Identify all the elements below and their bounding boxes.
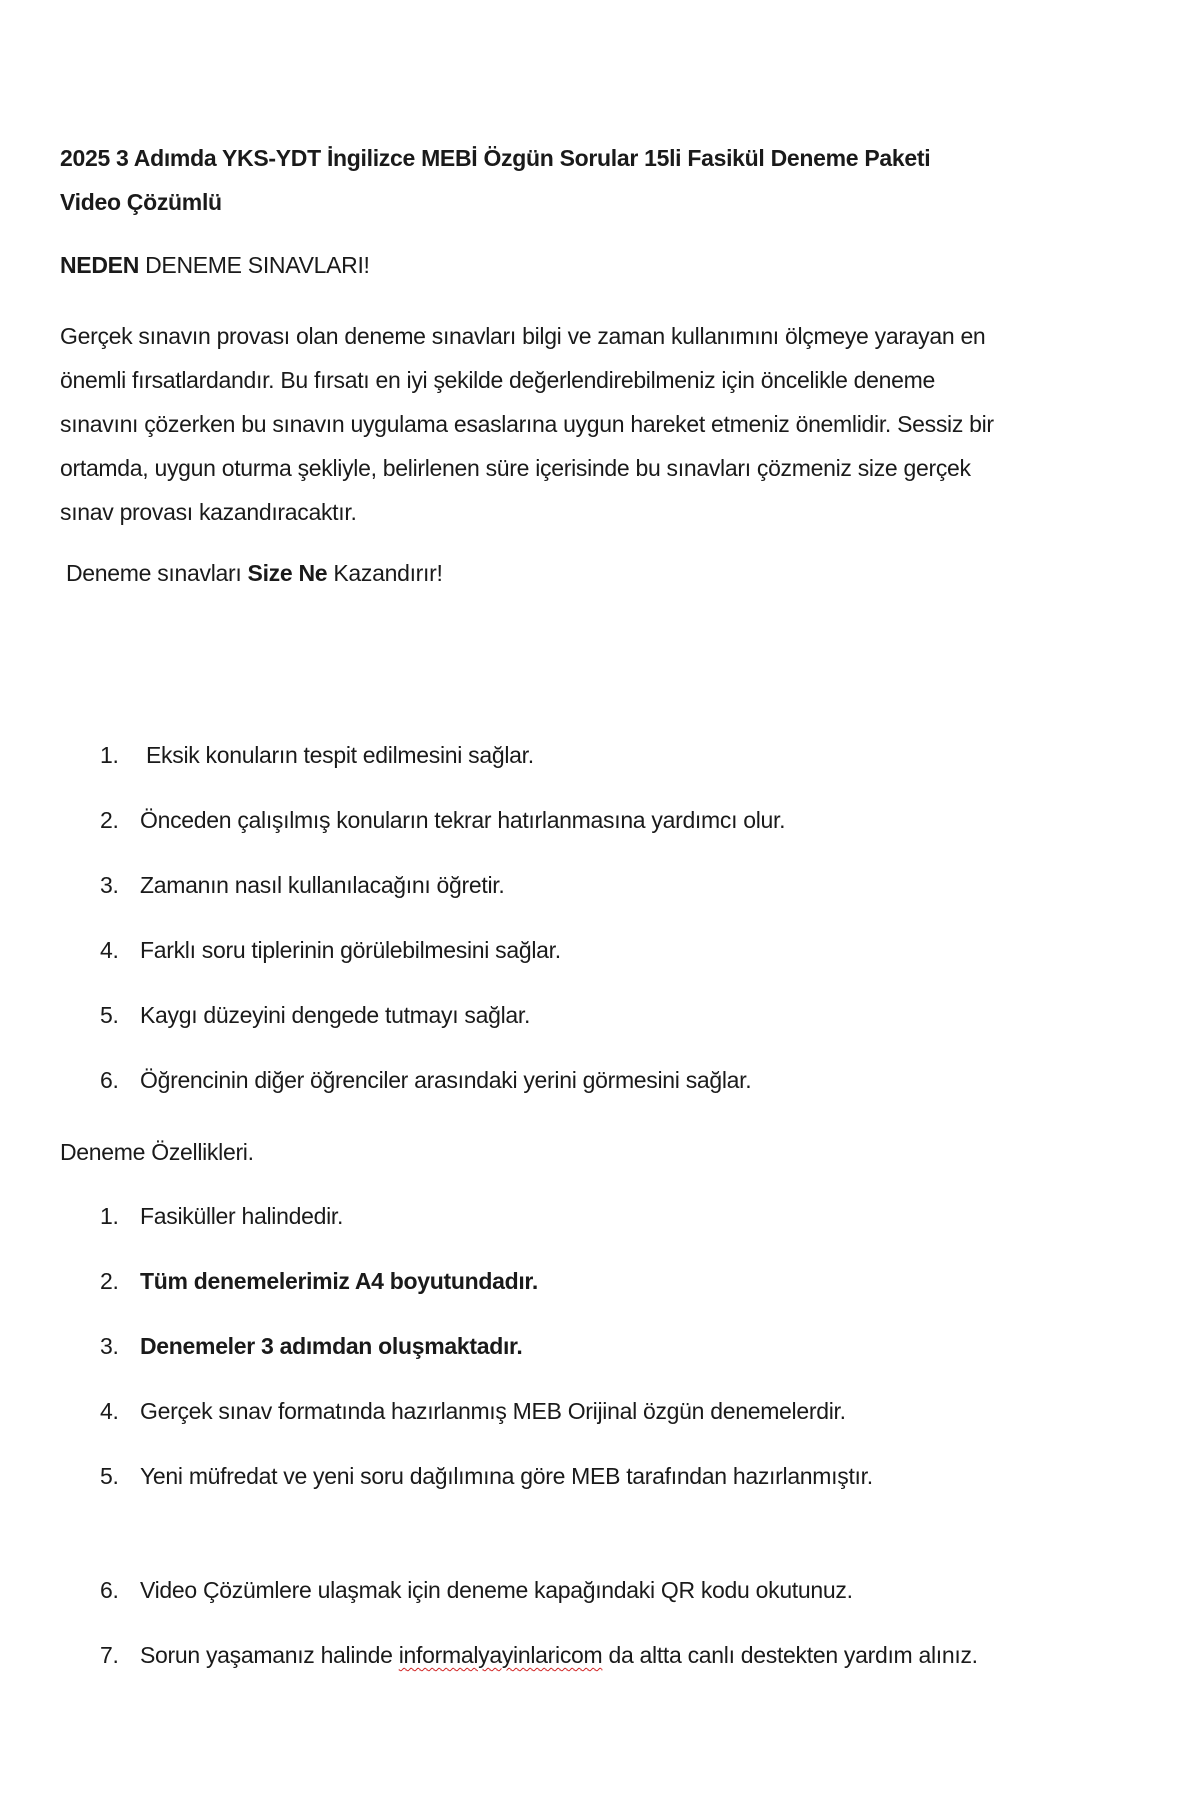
intro-line: sınav provası kazandıracaktır. — [60, 499, 357, 525]
list-text: Eksik konuların tespit edilmesini sağlar. — [146, 742, 534, 768]
intro-paragraph — [60, 314, 1100, 534]
features-heading: Deneme Özellikleri. — [60, 1139, 254, 1165]
title-line-1: 2025 3 Adımda YKS-YDT İngilizce MEBİ Özgün Sorular 15li Fasikül Deneme Paketi — [60, 145, 931, 171]
benefits-heading — [66, 556, 443, 590]
intro-line: ortamda, uygun oturma şekliyle, belirlenen süre içerisinde bu sınavları çözmeniz size gerçek — [60, 455, 971, 481]
list-text: Farklı soru tiplerinin görülebilmesini sağlar. — [140, 937, 561, 963]
document-title — [60, 136, 1140, 224]
list-number: 5. — [100, 1002, 119, 1028]
list-number: 3. — [100, 872, 119, 898]
intro-line: önemli fırsatlardandır. Bu fırsatı en iyi şekilde değerlendirebilmeniz için öncelikle deneme — [60, 367, 935, 393]
list-number: 5. — [100, 1463, 119, 1489]
list-text: Zamanın nasıl kullanılacağını öğretir. — [140, 872, 505, 898]
list-text: Gerçek sınav formatında hazırlanmış MEB Orijinal özgün denemelerdir. — [140, 1398, 846, 1424]
list-number: 2. — [100, 807, 119, 833]
support-post: da altta canlı destekten yardım alınız. — [602, 1642, 978, 1668]
title-line-2: Video Çözümlü — [60, 189, 222, 215]
support-site-link[interactable]: informalyayinlaricom — [398, 1642, 603, 1668]
list-text: Yeni müfredat ve yeni soru dağılımına göre MEB tarafından hazırlanmıştır. — [140, 1463, 873, 1489]
list-number: 4. — [100, 937, 119, 963]
list-number: 6. — [100, 1067, 119, 1093]
list-text: Tüm denemelerimiz A4 boyutundadır. — [140, 1268, 538, 1294]
intro-line: Gerçek sınavın provası olan deneme sınavları bilgi ve zaman kullanımını ölçmeye yarayan en — [60, 323, 986, 349]
section-heading-neden — [60, 248, 370, 282]
list-text: Video Çözümlere ulaşmak için deneme kapağındaki QR kodu okutunuz. — [140, 1577, 853, 1603]
list-number: 2. — [100, 1268, 119, 1294]
list-number: 7. — [100, 1642, 119, 1668]
list-number: 6. — [100, 1577, 119, 1603]
list-text: Öğrencinin diğer öğrenciler arasındaki yerini görmesini sağlar. — [140, 1067, 752, 1093]
subhead-pre: Deneme sınavları — [66, 560, 248, 586]
list-text: Önceden çalışılmış konuların tekrar hatırlanmasına yardımcı olur. — [140, 807, 786, 833]
list-number: 1. — [100, 742, 119, 768]
support-pre: Sorun yaşamanız halinde — [140, 1642, 399, 1668]
list-number: 4. — [100, 1398, 119, 1424]
list-text: Fasiküller halindedir. — [140, 1203, 344, 1229]
neden-bold: NEDEN — [60, 252, 140, 278]
subhead-bold: Size Ne — [247, 560, 328, 586]
list-number: 1. — [100, 1203, 119, 1229]
neden-rest: DENEME SINAVLARI! — [139, 252, 370, 278]
list-text — [140, 1638, 978, 1672]
intro-line: sınavını çözerken bu sınavın uygulama esaslarına uygun hareket etmeniz önemlidir. Sessiz bir — [60, 411, 994, 437]
subhead-post: Kazandırır! — [327, 560, 443, 586]
list-text: Denemeler 3 adımdan oluşmaktadır. — [140, 1333, 523, 1359]
list-text: Kaygı düzeyini dengede tutmayı sağlar. — [140, 1002, 531, 1028]
list-number: 3. — [100, 1333, 119, 1359]
